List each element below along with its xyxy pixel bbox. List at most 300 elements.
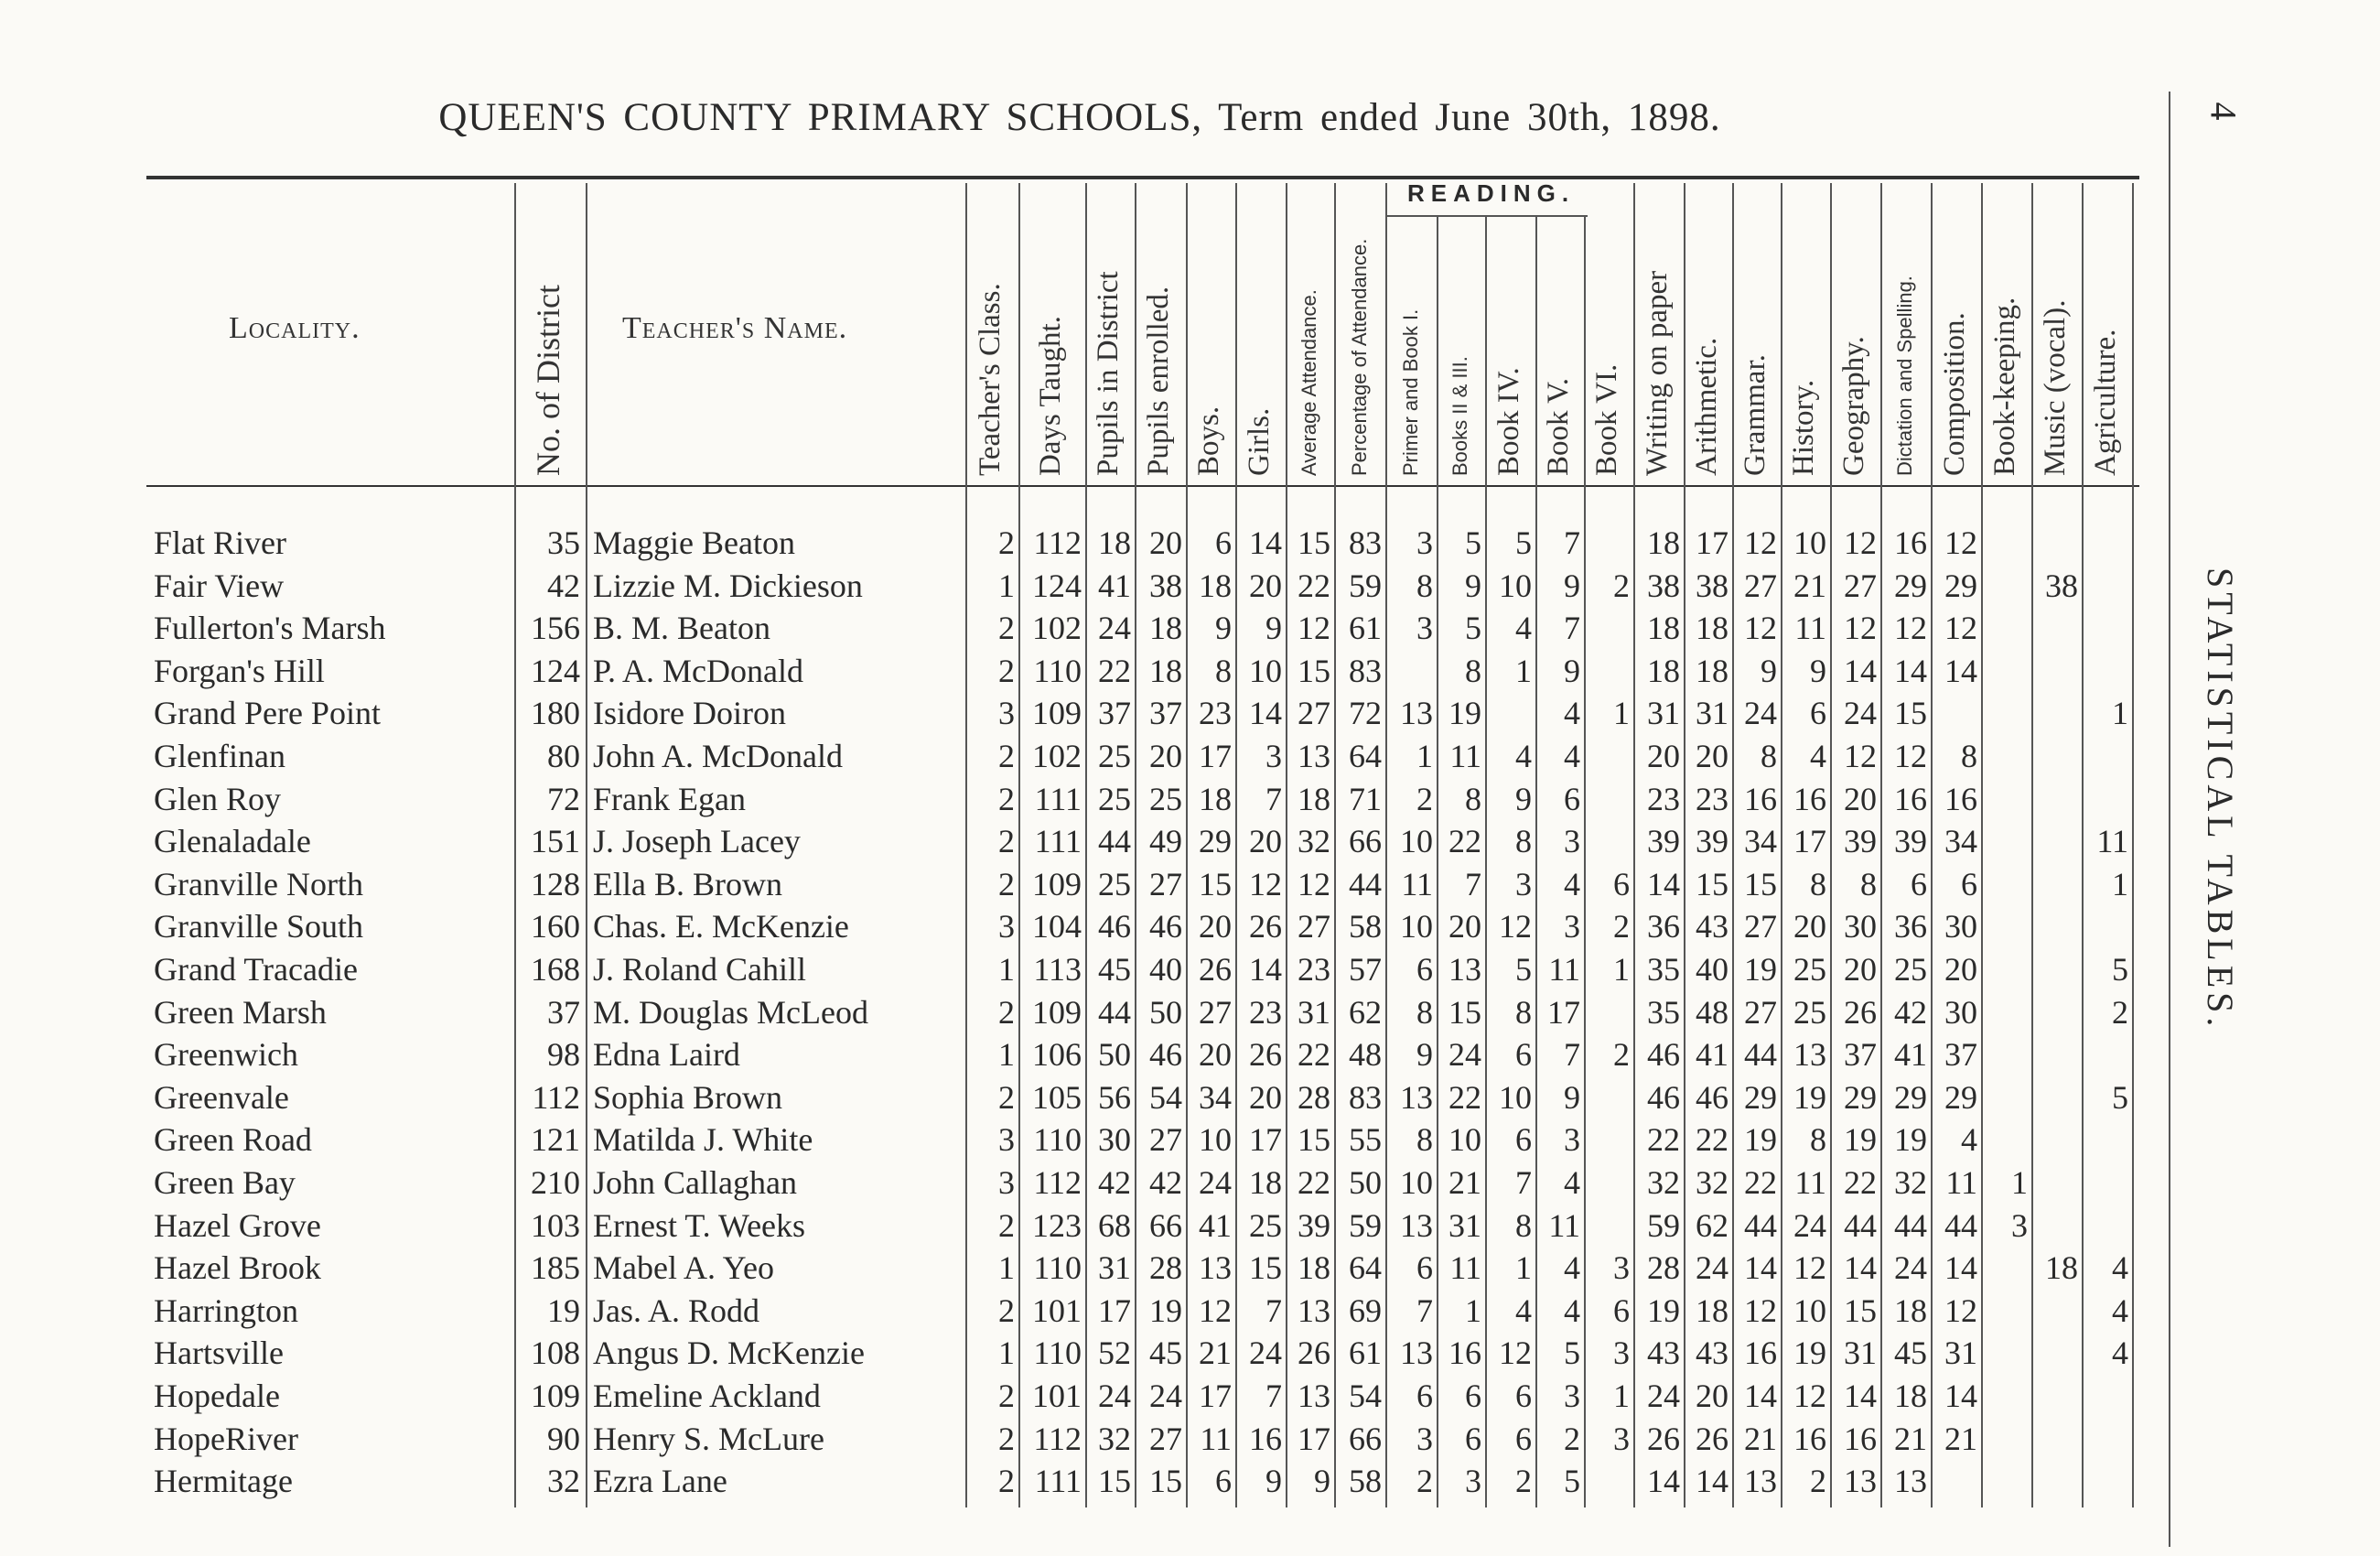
value-cell: 30 [1098,1121,1131,1159]
teacher-name-cell: Angus D. McKenzie [593,1334,865,1372]
value-cell: 109 [1032,695,1082,732]
value-cell: 59 [1647,1206,1680,1244]
value-cell: 31 [1844,1334,1877,1372]
value-cell: 25 [1098,780,1131,817]
value-cell: 1 [998,1334,1015,1372]
value-cell: 9 [1564,567,1580,604]
value-cell: 83 [1349,652,1382,689]
value-cell: 24 [1199,1164,1232,1201]
value-cell: 15 [1098,1463,1131,1500]
value-cell: 2 [998,1291,1015,1329]
value-cell: 39 [1647,823,1680,860]
locality-cell: Glenaladale [154,823,311,860]
value-cell: 45 [1894,1334,1927,1372]
value-cell: 28 [1647,1249,1680,1287]
value-cell: 2 [998,865,1015,902]
value-cell: 8 [1416,993,1433,1031]
value-cell: 43 [1696,1334,1728,1372]
value-cell: 13 [1400,1334,1433,1372]
value-cell: 27 [1149,1420,1182,1457]
teacher-name-cell: Ella B. Brown [593,865,782,902]
district-number-cell: 128 [531,865,580,902]
value-cell: 20 [1149,738,1182,774]
value-cell: 8 [1416,567,1433,604]
district-number-cell: 168 [531,951,580,988]
value-cell: 27 [1298,695,1330,732]
value-cell: 30 [1944,908,1977,945]
value-cell: 11 [1794,610,1826,647]
value-cell: 6 [1613,1291,1630,1329]
value-cell: 12 [1199,1291,1232,1329]
value-cell: 7 [1416,1291,1433,1329]
value-cell: 15 [1149,1463,1182,1500]
district-number-cell: 90 [547,1420,580,1457]
value-cell: 17 [1199,1378,1232,1414]
value-cell: 3 [1613,1249,1630,1287]
value-cell: 26 [1249,908,1282,945]
value-cell: 15 [1448,993,1481,1031]
district-number-cell: 156 [531,610,580,647]
value-cell: 48 [1696,993,1728,1031]
value-cell: 18 [1647,652,1680,689]
value-cell: 29 [1894,567,1927,604]
value-cell: 2 [1613,908,1630,945]
value-cell: 20 [1696,738,1728,774]
value-cell: 8 [1961,738,1977,774]
value-cell: 21 [1944,1420,1977,1457]
value-cell: 11 [1200,1420,1232,1457]
value-cell: 12 [1249,865,1282,902]
value-cell: 112 [1033,1164,1082,1201]
value-cell: 6 [1564,780,1580,817]
value-cell: 11 [1449,1249,1481,1287]
value-cell: 27 [1844,567,1877,604]
district-number-cell: 35 [547,524,580,561]
value-cell: 39 [1696,823,1728,860]
district-number-cell: 32 [547,1463,580,1500]
value-cell: 2 [998,993,1015,1031]
value-cell: 20 [1249,823,1282,860]
value-cell: 16 [1448,1334,1481,1372]
value-cell: 13 [1298,1291,1330,1329]
value-cell: 8 [1416,1121,1433,1159]
value-cell: 37 [1149,695,1182,732]
locality-cell: Grand Pere Point [154,695,381,732]
locality-cell: Green Bay [154,1164,296,1201]
value-cell: 110 [1033,1334,1082,1372]
value-cell: 111 [1034,1463,1082,1500]
value-cell: 17 [1199,738,1232,774]
value-cell: 12 [1844,524,1877,561]
value-cell: 6 [1465,1378,1481,1414]
value-cell: 26 [1249,1036,1282,1074]
value-cell: 68 [1098,1206,1131,1244]
value-cell: 16 [1744,1334,1777,1372]
value-cell: 17 [1098,1291,1131,1329]
value-cell: 41 [1098,567,1131,604]
value-cell: 2 [1810,1463,1826,1500]
value-cell: 32 [1894,1164,1927,1201]
value-cell: 3 [1416,524,1433,561]
value-cell: 4 [1810,738,1826,774]
value-cell: 29 [1944,1078,1977,1116]
value-cell: 1 [998,567,1015,604]
value-cell: 2 [998,780,1015,817]
value-cell: 24 [1844,695,1877,732]
column-header: Primer and Book I. [1398,308,1422,476]
value-cell: 14 [1844,652,1877,689]
value-cell: 18 [1696,1291,1728,1329]
value-cell: 110 [1033,1249,1082,1287]
value-cell: 36 [1647,908,1680,945]
value-cell: 9 [1416,1036,1433,1074]
value-cell: 5 [2112,1078,2128,1116]
locality-cell: HopeRiver [154,1420,298,1457]
value-cell: 31 [1298,993,1330,1031]
value-cell: 15 [1199,865,1232,902]
column-header: History. [1787,379,1821,476]
locality-cell: Harrington [154,1291,298,1329]
value-cell: 5 [1515,951,1532,988]
value-cell: 41 [1199,1206,1232,1244]
value-cell: 44 [1744,1206,1777,1244]
value-cell: 6 [1911,865,1927,902]
column-header: Grammar. [1738,354,1772,476]
value-cell: 12 [1744,610,1777,647]
value-cell: 28 [1149,1249,1182,1287]
value-cell: 109 [1032,993,1082,1031]
value-cell: 64 [1349,1249,1382,1287]
value-cell: 6 [1465,1420,1481,1457]
value-cell: 8 [1515,993,1532,1031]
value-cell: 112 [1033,1420,1082,1457]
value-cell: 2 [998,1378,1015,1414]
value-cell: 16 [1894,780,1927,817]
district-number-cell: 37 [547,993,580,1031]
teacher-name-cell: P. A. McDonald [593,652,804,689]
value-cell: 5 [1564,1463,1580,1500]
value-cell: 18 [1149,610,1182,647]
value-cell: 71 [1349,780,1382,817]
value-cell: 38 [2045,567,2078,604]
value-cell: 21 [1199,1334,1232,1372]
value-cell: 4 [1564,738,1580,774]
value-cell: 24 [1744,695,1777,732]
locality-cell: Greenvale [154,1078,289,1116]
locality-cell: Forgan's Hill [154,652,325,689]
value-cell: 25 [1793,951,1826,988]
value-cell: 12 [1499,908,1532,945]
value-cell: 4 [2112,1334,2128,1372]
value-cell: 69 [1349,1291,1382,1329]
value-cell: 29 [1844,1078,1877,1116]
value-cell: 9 [1215,610,1232,647]
value-cell: 3 [1564,1378,1580,1414]
value-cell: 15 [1844,1291,1877,1329]
value-cell: 3 [998,908,1015,945]
value-cell: 26 [1844,993,1877,1031]
value-cell: 32 [1647,1164,1680,1201]
value-cell: 18 [1298,780,1330,817]
value-cell: 62 [1696,1206,1728,1244]
column-header: Writing on paper [1640,270,1674,476]
value-cell: 20 [1696,1378,1728,1414]
value-cell: 1 [2011,1164,2028,1201]
value-cell: 16 [1793,1420,1826,1457]
value-cell: 3 [1564,823,1580,860]
value-cell: 15 [1249,1249,1282,1287]
value-cell: 24 [1696,1249,1728,1287]
value-cell: 2 [998,652,1015,689]
value-cell: 44 [1098,993,1131,1031]
value-cell: 23 [1298,951,1330,988]
value-cell: 3 [2011,1206,2028,1244]
value-cell: 2 [998,1206,1015,1244]
value-cell: 20 [1249,1078,1282,1116]
value-cell: 20 [1149,524,1182,561]
value-cell: 31 [1448,1206,1481,1244]
value-cell: 18 [1199,567,1232,604]
value-cell: 8 [1810,865,1826,902]
value-cell: 8 [1761,738,1777,774]
district-number-cell: 42 [547,567,580,604]
value-cell: 3 [1416,610,1433,647]
value-cell: 28 [1298,1078,1330,1116]
value-cell: 4 [1515,738,1532,774]
value-cell: 39 [1894,823,1927,860]
value-cell: 13 [1844,1463,1877,1500]
value-cell: 4 [2112,1249,2128,1287]
value-cell: 19 [1744,1121,1777,1159]
value-cell: 26 [1647,1420,1680,1457]
page-title: QUEEN'S COUNTY PRIMARY SCHOOLS, Term ended June 30th, 1898. [438,96,1721,139]
value-cell: 39 [1844,823,1877,860]
teacher-name-cell: M. Douglas McLeod [593,993,868,1031]
value-cell: 8 [1465,780,1481,817]
value-cell: 83 [1349,1078,1382,1116]
teacher-name-cell: Frank Egan [593,780,746,817]
value-cell: 29 [1744,1078,1777,1116]
value-cell: 22 [1448,823,1481,860]
locality-cell: Glenfinan [154,738,285,774]
teacher-name-cell: Henry S. McLure [593,1420,824,1457]
value-cell: 18 [1298,1249,1330,1287]
teacher-name-cell: John Callaghan [593,1164,797,1201]
column-divider [2132,183,2134,1507]
value-cell: 12 [1944,610,1977,647]
value-cell: 1 [1613,1378,1630,1414]
value-cell: 2 [998,1420,1015,1457]
value-cell: 27 [1149,1121,1182,1159]
value-cell: 45 [1098,951,1131,988]
value-cell: 27 [1744,908,1777,945]
value-cell: 25 [1793,993,1826,1031]
value-cell: 11 [1945,1164,1977,1201]
locality-cell: Hartsville [154,1334,284,1372]
column-divider [586,183,587,1507]
value-cell: 110 [1033,1121,1082,1159]
value-cell: 12 [1844,738,1877,774]
value-cell: 19 [1647,1291,1680,1329]
value-cell: 10 [1499,1078,1532,1116]
teacher-name-cell: Sophia Brown [593,1078,782,1116]
value-cell: 14 [1696,1463,1728,1500]
value-cell: 36 [1894,908,1927,945]
value-cell: 50 [1349,1164,1382,1201]
district-header: No. of District [530,285,566,476]
district-number-cell: 108 [531,1334,580,1372]
district-number-cell: 72 [547,780,580,817]
value-cell: 38 [1149,567,1182,604]
locality-cell: Glen Roy [154,780,281,817]
teacher-name-cell: John A. McDonald [593,738,843,774]
value-cell: 2 [2112,993,2128,1031]
column-header: Geography. [1836,336,1870,476]
value-cell: 12 [1793,1378,1826,1414]
column-header: Pupils in District [1092,271,1125,476]
value-cell: 10 [1793,1291,1826,1329]
value-cell: 4 [1564,695,1580,732]
teacher-name-cell: Edna Laird [593,1036,740,1074]
value-cell: 12 [1894,610,1927,647]
value-cell: 13 [1793,1036,1826,1074]
page-number: 4 [2202,102,2245,121]
value-cell: 24 [1793,1206,1826,1244]
value-cell: 16 [1944,780,1977,817]
value-cell: 66 [1349,1420,1382,1457]
value-cell: 12 [1499,1334,1532,1372]
value-cell: 17 [1793,823,1826,860]
column-header: Composition. [1937,312,1971,476]
value-cell: 29 [1199,823,1232,860]
value-cell: 9 [1314,1463,1330,1500]
value-cell: 50 [1098,1036,1131,1074]
value-cell: 15 [1298,652,1330,689]
value-cell: 1 [2112,865,2128,902]
value-cell: 14 [1249,695,1282,732]
value-cell: 18 [1249,1164,1282,1201]
value-cell: 61 [1349,610,1382,647]
value-cell: 44 [1844,1206,1877,1244]
value-cell: 16 [1744,780,1777,817]
value-cell: 2 [998,610,1015,647]
value-cell: 10 [1199,1121,1232,1159]
value-cell: 1 [2112,695,2128,732]
value-cell: 27 [1744,993,1777,1031]
value-cell: 43 [1647,1334,1680,1372]
value-cell: 1 [1416,738,1433,774]
value-cell: 14 [1647,865,1680,902]
locality-cell: Greenwich [154,1036,298,1074]
value-cell: 25 [1098,738,1131,774]
value-cell: 54 [1349,1378,1382,1414]
value-cell: 4 [1515,1291,1532,1329]
value-cell: 11 [1449,738,1481,774]
value-cell: 9 [1564,652,1580,689]
value-cell: 44 [1894,1206,1927,1244]
value-cell: 31 [1696,695,1728,732]
value-cell: 46 [1696,1078,1728,1116]
value-cell: 15 [1744,865,1777,902]
district-number-cell: 160 [531,908,580,945]
value-cell: 2 [1515,1463,1532,1500]
column-header: Girls. [1242,407,1276,476]
teacher-name-cell: Matilda J. White [593,1121,813,1159]
value-cell: 24 [1894,1249,1927,1287]
column-divider [2031,183,2033,1507]
value-cell: 22 [1844,1164,1877,1201]
value-cell: 1 [1515,1249,1532,1287]
value-cell: 18 [2045,1249,2078,1287]
value-cell: 57 [1349,951,1382,988]
value-cell: 8 [1515,1206,1532,1244]
value-cell: 32 [1098,1420,1131,1457]
value-cell: 3 [1564,908,1580,945]
value-cell: 12 [1894,738,1927,774]
teacher-name-cell: Mabel A. Yeo [593,1249,775,1287]
value-cell: 59 [1349,567,1382,604]
value-cell: 44 [1744,1036,1777,1074]
column-header: Book IV. [1492,367,1525,476]
value-cell: 19 [1744,951,1777,988]
value-cell: 9 [1761,652,1777,689]
value-cell: 22 [1448,1078,1481,1116]
value-cell: 17 [1696,524,1728,561]
value-cell: 13 [1400,695,1433,732]
value-cell: 4 [1564,1291,1580,1329]
value-cell: 11 [1548,1206,1580,1244]
value-cell: 20 [1793,908,1826,945]
value-cell: 3 [1515,865,1532,902]
value-cell: 22 [1098,652,1131,689]
value-cell: 2 [998,738,1015,774]
value-cell: 11 [1548,951,1580,988]
value-cell: 4 [2112,1291,2128,1329]
value-cell: 23 [1249,993,1282,1031]
value-cell: 11 [2096,823,2128,860]
value-cell: 3 [1416,1420,1433,1457]
value-cell: 19 [1894,1121,1927,1159]
value-cell: 3 [998,1121,1015,1159]
value-cell: 3 [1465,1463,1481,1500]
value-cell: 41 [1696,1036,1728,1074]
value-cell: 18 [1647,610,1680,647]
value-cell: 2 [998,823,1015,860]
value-cell: 23 [1696,780,1728,817]
column-header: Percentage of Attendance. [1347,238,1371,476]
locality-cell: Fullerton's Marsh [154,610,386,647]
district-number-cell: 103 [531,1206,580,1244]
value-cell: 6 [1416,1249,1433,1287]
value-cell: 1 [1465,1291,1481,1329]
value-cell: 58 [1349,908,1382,945]
teacher-name-cell: Chas. E. McKenzie [593,908,849,945]
value-cell: 24 [1098,1378,1131,1414]
value-cell: 10 [1249,652,1282,689]
value-cell: 18 [1696,610,1728,647]
value-cell: 2 [1564,1420,1580,1457]
value-cell: 13 [1298,738,1330,774]
value-cell: 14 [1944,1249,1977,1287]
value-cell: 7 [1564,610,1580,647]
teacher-name-cell: Isidore Doiron [593,695,786,732]
value-cell: 1 [998,1249,1015,1287]
value-cell: 101 [1032,1378,1082,1414]
value-cell: 5 [1465,610,1481,647]
value-cell: 17 [1298,1420,1330,1457]
value-cell: 23 [1647,780,1680,817]
value-cell: 16 [1894,524,1927,561]
